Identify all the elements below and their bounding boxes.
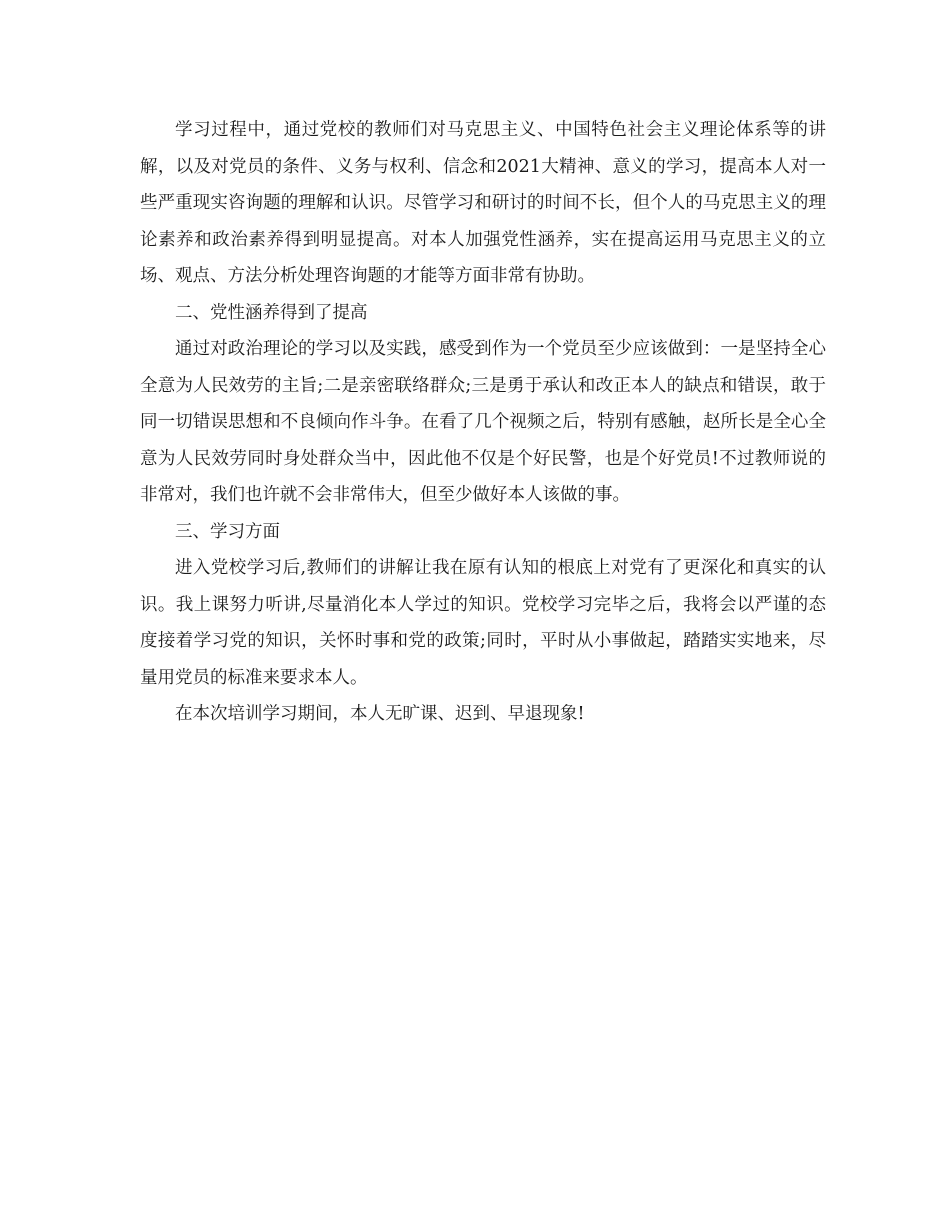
paragraph-study: 进入党校学习后,教师们的讲解让我在原有认知的根底上对党有了更深化和真实的认识。我上课努力听讲,尽量消化本人学过的知识。党校学习完毕之后，我将会以严谨的态度接着学习党的知识，关怀时事和党的政策;同时，平时从小事做起，踏踏实实地来，尽量用党员的标准来要求本人。 xyxy=(140,558,826,688)
paragraph-study-process: 学习过程中，通过党校的教师们对马克思主义、中国特色社会主义理论体系等的讲解，以及对党员的条件、义务与权利、信念和2021大精神、意义的学习，提高本人对一些严重现实咨询题的理解和认识。尽管学习和研讨的时间不长，但个人的马克思主义的理论素养和政治素养得到明显提高。对本人加强党性涵养，实在提高运用马克思主义的立场、观点、方法分析处理咨询题的才能等方面非常有协助。 xyxy=(140,120,826,286)
section-heading-study: 三、学习方面 xyxy=(175,521,280,542)
document-body xyxy=(140,112,826,733)
paragraph-attendance: 在本次培训学习期间，本人无旷课、迟到、早退现象! xyxy=(175,704,585,724)
paragraph-party-spirit: 通过对政治理论的学习以及实践，感受到作为一个党员至少应该做到：一是坚持全心全意为人民效劳的主旨;二是亲密联络群众;三是勇于承认和改正本人的缺点和错误，敢于同一切错误思想和不良倾向作斗争。在看了几个视频之后，特别有感触，赵所长是全心全意为人民效劳同时身处群众当中，因此他不仅是个好民警，也是个好党员!不过教师说的非常对，我们也许就不会非常伟大，但至少做好本人该做的事。 xyxy=(140,339,826,505)
section-heading-party-spirit: 二、党性涵养得到了提高 xyxy=(175,302,368,323)
